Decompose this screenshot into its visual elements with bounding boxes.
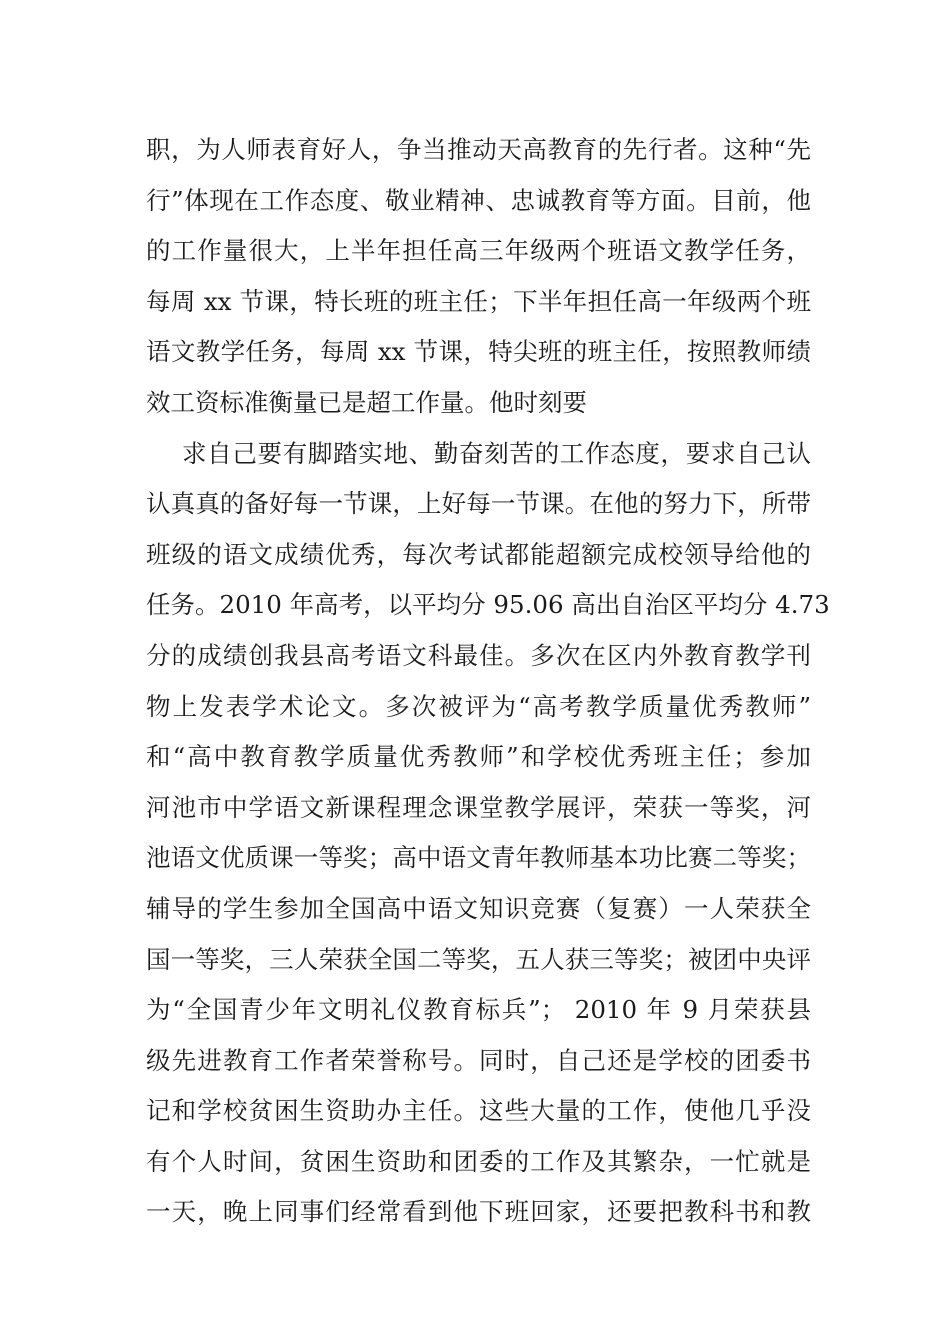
text-line: 认真真的备好每一节课，上好每一节课。在他的努力下，所带 [146, 489, 811, 519]
text-line: 求自己要有脚踏实地、勤奋刻苦的工作态度，要求自己认 [182, 438, 811, 468]
text-line: 国一等奖，三人荣获全国二等奖，五人获三等奖；被团中央评 [146, 944, 811, 974]
text-line: 河池市中学语文新课程理念课堂教学展评，荣获一等奖，河 [146, 792, 811, 822]
text-line: 语文教学任务，每周 xx 节课，特尖班的班主任，按照教师绩 [146, 337, 811, 367]
text-line: 行”体现在工作态度、敬业精神、忠诚教育等方面。目前，他 [146, 185, 811, 215]
text-line: 和“高中教育教学质量优秀教师”和学校优秀班主任；参加 [146, 742, 811, 772]
text-line: 班级的语文成绩优秀，每次考试都能超额完成校领导给他的 [146, 539, 811, 569]
text-line: 的工作量很大，上半年担任高三年级两个班语文教学任务， [146, 236, 811, 266]
text-line: 效工资标准衡量已是超工作量。他时刻要 [146, 387, 587, 417]
text-line: 辅导的学生参加全国高中语文知识竞赛（复赛）一人荣获全 [146, 893, 811, 923]
text-line: 为“全国青少年文明礼仪教育标兵”； 2010 年 9 月荣获县 [146, 995, 811, 1025]
body-text [146, 125, 830, 1238]
text-line: 分的成绩创我县高考语文科最佳。多次在区内外教育教学刊 [146, 640, 811, 670]
text-line: 物上发表学术论文。多次被评为“高考教学质量优秀教师” [146, 691, 811, 721]
text-line: 每周 xx 节课，特长班的班主任；下半年担任高一年级两个班 [146, 286, 811, 316]
text-line: 任务。2010 年高考，以平均分 95.06 高出自治区平均分 4.73 [146, 590, 830, 620]
text-line: 一天，晚上同事们经常看到他下班回家，还要把教科书和教 [146, 1197, 811, 1227]
text-line: 有个人时间，贫困生资助和团委的工作及其繁杂，一忙就是 [146, 1146, 811, 1176]
text-line: 级先进教育工作者荣誉称号。同时，自己还是学校的团委书 [146, 1045, 811, 1075]
text-line: 池语文优质课一等奖；高中语文青年教师基本功比赛二等奖； [146, 843, 811, 873]
text-line: 职，为人师表育好人，争当推动天高教育的先行者。这种“先 [146, 135, 811, 164]
text-line: 记和学校贫困生资助办主任。这些大量的工作，使他几乎没 [146, 1096, 811, 1126]
